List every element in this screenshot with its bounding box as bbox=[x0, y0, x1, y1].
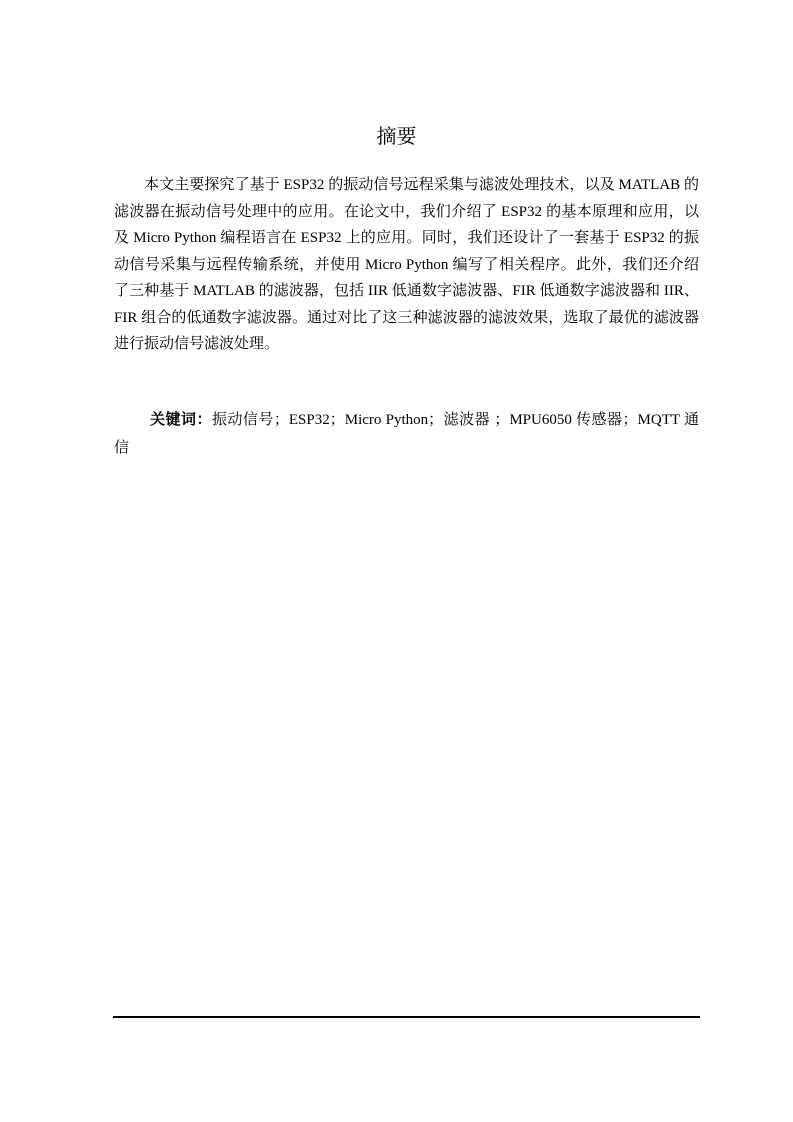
page-title: 摘要 bbox=[376, 126, 417, 148]
keywords-text: 振动信号；ESP32；Micro Python；滤波器 ；MPU6050 传感器；MQTT 通信 bbox=[114, 412, 699, 456]
keywords-label: 关键词： bbox=[150, 412, 212, 428]
footer-divider bbox=[113, 1016, 700, 1018]
keywords-line bbox=[114, 406, 699, 462]
abstract-paragraph: 本文主要探究了基于 ESP32 的振动信号远程采集与滤波处理技术，以及 MATLAB 的滤波器在振动信号处理中的应用。在论文中，我们介绍了 ESP32 的基本原理和应用，以及 Micro Python 编程语言在 ESP32 上的应用。同时，我们还设计了一套基于 ESP32 的振动信号采集与远程传输系统，并使用 Micro Python 编写了相关程序。此外，我们还介绍了三种基于 MATLAB 的滤波器，包括 IIR 低通数字滤波器、FIR 低通数字滤波器和 IIR、FIR 组合的低通数字滤波器。通过对比了这三种滤波器的滤波效果，选取了最优的滤波器进行振动信号滤波处理。 bbox=[114, 177, 699, 352]
